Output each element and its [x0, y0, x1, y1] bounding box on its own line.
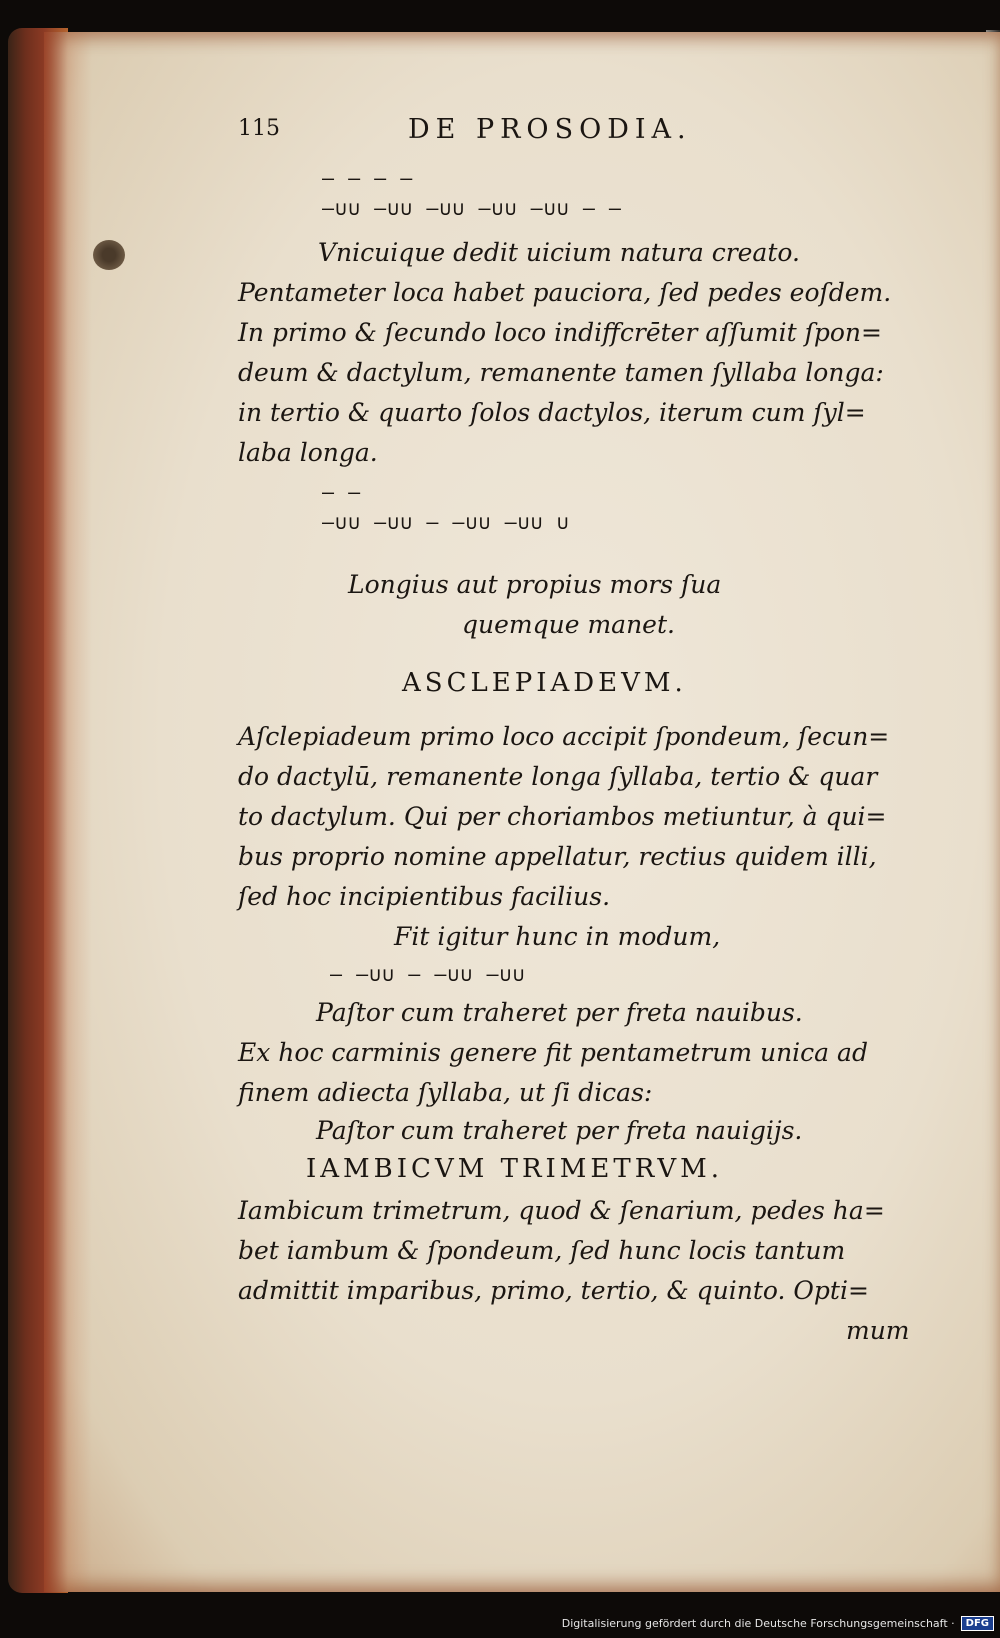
text-line: do dactylū, remanente longa ſyllaba, tertio & quar [238, 762, 878, 791]
meter-scheme-2-top: — — [322, 480, 362, 504]
verse-line: Paſtor cum traheret per freta nauibus. [316, 998, 803, 1027]
text-line: In primo & ſecundo loco indiffcrēter aſſumit ſpon= [238, 318, 882, 347]
meter-scheme-1-bottom: —∪∪ —∪∪ —∪∪ —∪∪ —∪∪ — — [322, 196, 622, 220]
running-title: DE PROSODIA. [408, 114, 692, 145]
text-line: bet iambum & ſpondeum, ſed hunc locis tantum [238, 1236, 846, 1265]
text-line: Iambicum trimetrum, quod & ſenarium, pedes ha= [238, 1196, 885, 1225]
text-line: Fit igitur hunc in modum, [394, 922, 721, 951]
verse-line: Paſtor cum traheret per freta nauigijs. [316, 1116, 803, 1145]
digitization-footer [562, 1612, 994, 1634]
page-number: 115 [238, 116, 280, 141]
catchword: mum [846, 1316, 910, 1345]
text-line: finem adiecta ſyllaba, ut ſi dicas: [238, 1078, 653, 1107]
verse-line: Longius aut propius mors ſua [348, 570, 722, 599]
text-line: in tertio & quarto ſolos dactylos, iterum cum ſyl= [238, 398, 866, 427]
meter-scheme-2-bottom: —∪∪ —∪∪ — —∪∪ —∪∪ ∪ [322, 510, 570, 534]
section-heading-iambicum: IAMBICVM TRIMETRVM. [306, 1154, 724, 1184]
meter-scheme-3: — —∪∪ — —∪∪ —∪∪ [330, 962, 526, 986]
meter-scheme-1-top: — — — — [322, 166, 414, 190]
section-heading-asclepiadeum: ASCLEPIADEVM. [402, 668, 687, 698]
text-line: admittit imparibus, primo, tertio, & quinto. Opti= [238, 1276, 869, 1305]
verse-line: Vnicuique dedit uicium natura creato. [318, 238, 800, 267]
text-line: to dactylum. Qui per choriambos metiuntur, à qui= [238, 802, 887, 831]
text-line: deum & dactylum, remanente tamen ſyllaba longa: [238, 358, 884, 387]
text-line: Aſclepiadeum primo loco accipit ſpondeum, ſecun= [238, 722, 890, 751]
footer-credit: Digitalisierung gefördert durch die Deutsche Forschungsgemeinschaft · [561, 1616, 955, 1630]
text-line: ſed hoc incipientibus facilius. [238, 882, 611, 911]
dfg-logo: DFG [961, 1616, 994, 1631]
verse-line: quemque manet. [462, 610, 675, 639]
text-line: Ex hoc carminis genere fit pentametrum unica ad [238, 1038, 868, 1067]
page-stain [93, 240, 125, 270]
text-line: laba longa. [238, 438, 378, 467]
text-line: Pentameter loca habet pauciora, ſed pedes eoſdem. [238, 278, 892, 307]
text-line: bus proprio nomine appellatur, rectius quidem illi, [238, 842, 877, 871]
